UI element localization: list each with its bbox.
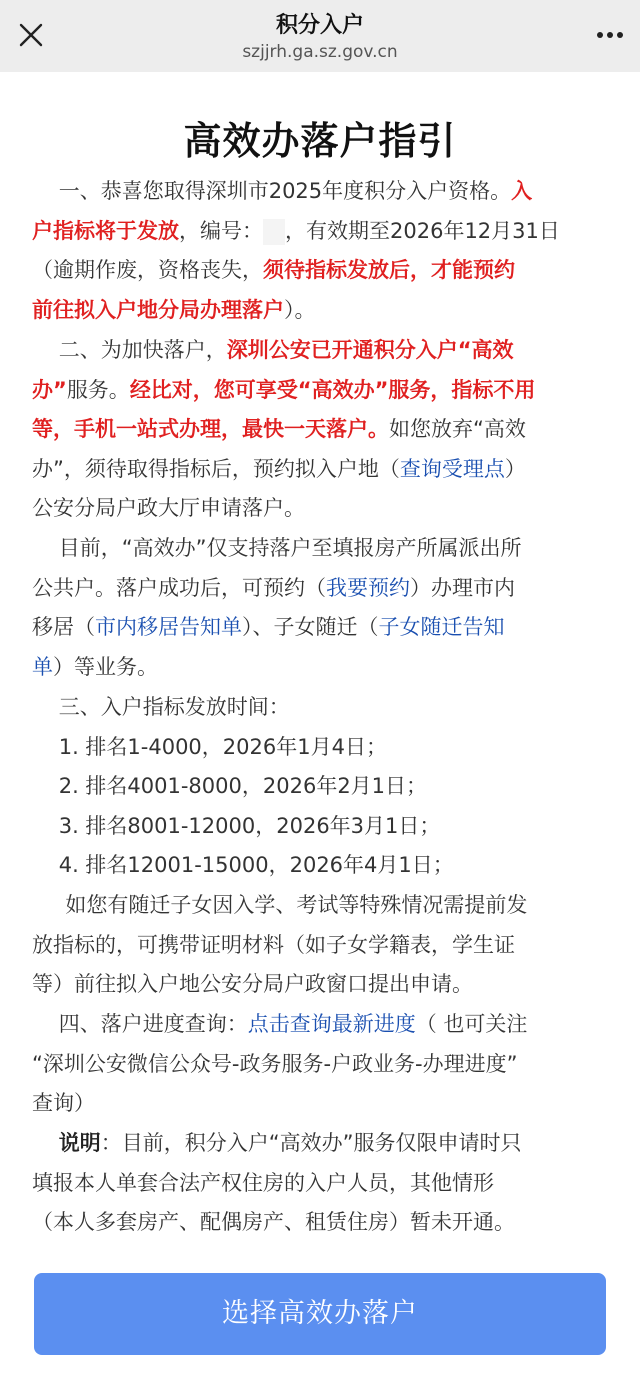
schedule-item [32,728,612,768]
highlight-text: 等，手机一站式办理，最快一天落户。 [32,417,389,442]
text-line [32,648,612,688]
text: ）等业务。 [53,654,158,679]
paragraph-qualification [32,172,612,330]
query-office-link[interactable]: 查询受理点 [399,456,505,481]
text: 如您放弃“高效 [389,417,526,442]
text: （ 也可关注 [415,1012,528,1036]
highlight-text: 深圳公安已开通积分入户“高效 [226,338,514,362]
page-title: 高效办落户指引 [183,119,457,163]
text-line [32,529,612,569]
more-dots-icon[interactable] [590,18,630,52]
highlight-text: 办” [32,377,67,402]
text: 服务。 [66,377,130,402]
text: 目前，“高效办”仅支持落户至填报房产所属派出所 [58,536,522,560]
schedule-item [32,846,612,886]
text-line [32,172,612,212]
text: ，编号： [179,218,263,243]
text-line [32,1005,612,1045]
text: 等）前往拟入户地公安分局户政窗口提出申请。 [32,972,473,997]
text-line [32,608,612,648]
text: ） [504,456,526,481]
text-line [32,371,612,411]
text: （逾期作废，资格丧失， [32,258,263,283]
text: 放指标的，可携带证明材料（如子女学籍表，学生证 [32,932,515,957]
paragraph-current-scope [32,529,612,687]
schedule-item [32,767,612,807]
highlight-text: 户指标将于发放 [32,218,179,243]
text: 填报本人单套合法产权住房的入户人员，其他情形 [32,1170,494,1195]
text: 二、为加快落户， [58,338,227,362]
window-title: 积分入户 [275,13,364,38]
highlight-text: 前往拟入户地分局办理落户 [32,297,284,322]
text-line [32,450,612,490]
text: 三、入户指标发放时间： [58,695,290,719]
text: 4. 排名12001-15000，2026年4月1日； [58,853,454,878]
paragraph-early-release [32,886,612,1005]
text-line [32,1164,612,1204]
text-line [32,212,612,252]
schedule-item [32,807,612,847]
text-line [32,331,612,371]
text: 如您有随迁子女因入学、考试等特殊情况需提前发 [65,893,528,917]
text: 办”，须待取得指标后，预约拟入户地（ [32,456,400,481]
note-label: 说明 [58,1131,101,1155]
appointment-link[interactable]: 我要预约 [326,575,410,600]
paragraph-progress [32,1005,612,1124]
text: ）。 [284,297,316,322]
text-line [32,1084,612,1124]
text: ，有效期至2026年12月31日 [285,218,560,243]
redacted-number [263,219,285,245]
text: 移居（ [32,615,95,640]
text-line [32,410,612,450]
highlight-text: 入 [511,179,533,203]
text-line [32,569,612,609]
text: （本人多套房产、配偶房产、租赁住房）暂未开通。 [32,1210,515,1235]
text-line [32,489,612,529]
text: 公共户。落户成功后，可预约（ [32,575,326,600]
text: ）、子女随迁（ [242,615,379,640]
text: ：目前，积分入户“高效办”服务仅限申请时只 [100,1131,522,1155]
text: 公安分局户政大厅申请落户。 [32,496,305,521]
text: 3. 排名8001-12000，2026年3月1日； [58,813,441,838]
text-line [32,251,612,291]
select-fast-service-button[interactable]: 选择高效办落户 [34,1273,606,1355]
children-notice-link[interactable]: 子女随迁告知 [378,615,505,640]
progress-query-link[interactable]: 点击查询最新进度 [247,1012,416,1036]
text: 四、落户进度查询： [58,1012,248,1036]
text: 查询） [32,1091,95,1116]
text: 一、恭喜您取得深圳市2025年度积分入户资格。 [58,179,512,203]
text: 2. 排名4001-8000，2026年2月1日； [58,774,428,799]
paragraph-schedule [32,688,612,886]
content-area [0,72,640,1381]
schedule-heading [32,688,612,728]
text-line [32,926,612,966]
top-bar [0,0,640,72]
text-line [32,1124,612,1164]
highlight-text: 须待指标发放后，才能预约 [263,258,515,283]
text: 1. 排名1-4000，2026年1月4日； [58,734,387,759]
text-line [32,965,612,1005]
text-line [32,1045,612,1085]
text: ）办理市内 [410,575,515,600]
text-line [32,1203,612,1243]
text-line [32,291,612,331]
highlight-text: 经比对，您可享受“高效办”服务，指标不用 [129,377,536,402]
text: “深圳公安微信公众号-政务服务-户政业务-办理进度” [32,1051,518,1076]
children-notice-link-cont[interactable]: 单 [32,654,53,679]
relocation-notice-link[interactable]: 市内移居告知单 [95,615,242,640]
paragraph-fast-service [32,331,612,529]
text-line [32,886,612,926]
paragraph-note [32,1124,612,1243]
page-url: szjjrh.ga.sz.gov.cn [242,42,398,62]
